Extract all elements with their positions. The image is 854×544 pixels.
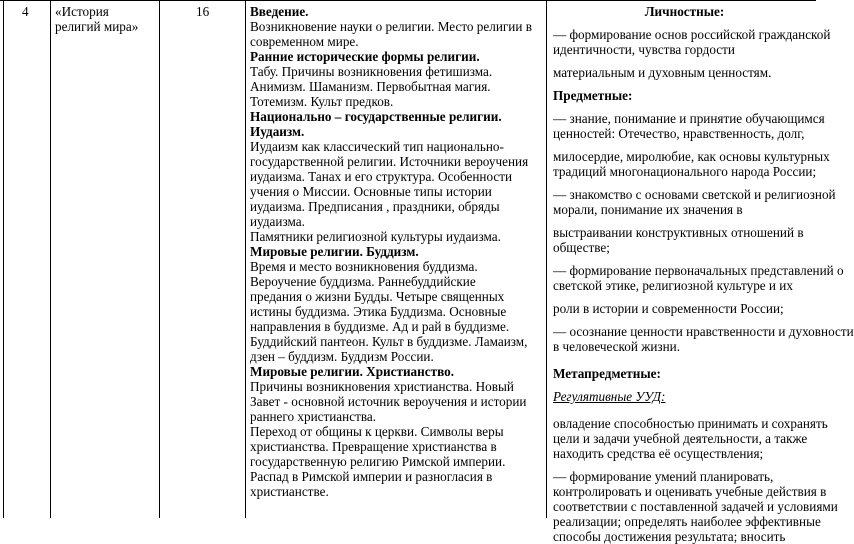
content-line: христианства. Превращение христианства в (250, 439, 497, 454)
results-line: идентичности, чувства гордости (553, 42, 735, 57)
hours-value: 16 (196, 4, 210, 19)
content-line: Ранние исторические формы религии. (250, 49, 480, 64)
content-line: Возникновение науки о религии. Место религии в (250, 19, 532, 34)
results-line: материальным и духовным ценностям. (553, 65, 772, 80)
content-line: учения о Миссии. Основные типы истории (250, 184, 492, 199)
content-line: Табу. Причины возникновения фетишизма. (250, 64, 493, 79)
content-line: Иудаизм. (250, 124, 305, 139)
results-line: — осознание ценности нравственности и духовности (553, 324, 854, 339)
content-line: Причины возникновения христианства. Новый (250, 379, 514, 394)
results-line: ценностей: Отечество, нравственность, долг, (553, 126, 805, 141)
results-line: милосердие, миролюбие, как основы культурных (553, 149, 830, 164)
results-line: находить средства её осуществления; (553, 446, 764, 461)
content-line: Мировые религии. Буддизм. (250, 244, 419, 259)
content-line: государственную религию Римской империи. (250, 454, 506, 469)
results-cell (553, 4, 854, 544)
content-line: Переход от общины к церкви. Символы веры (250, 424, 504, 439)
content-line: Тотемизм. Культ предков. (250, 94, 394, 109)
content-line: Национально – государственные религии. (250, 109, 502, 124)
content-line: Введение. (250, 4, 309, 19)
column-border-1 (3, 0, 4, 518)
results-line: контролировать и оценивать учебные действия в (553, 484, 827, 499)
content-line: Анимизм. Шаманизм. Первобытная магия. (250, 79, 491, 94)
content-line: Вероучение буддизма. Раннебуддийские (250, 274, 476, 289)
results-line: Регулятивные УУД: (553, 389, 666, 404)
module-title-line: религий мира» (55, 19, 139, 34)
content-line: раннего христианства. (250, 409, 377, 424)
results-line: — формирование первоначальных представлений о (553, 263, 844, 278)
results-line: Личностные: (644, 4, 725, 19)
content-line: Памятники религиозной культуры иудаизма. (250, 229, 501, 244)
results-line: цели и задачи учебной деятельности, а также (553, 431, 808, 446)
results-line: Метапредметные: (553, 366, 661, 381)
results-line: морали, понимание их значения в (553, 202, 743, 217)
results-line: реализации; определять наиболее эффективные (553, 514, 821, 529)
results-line: светской этике, религиозной культуре и их (553, 278, 793, 293)
results-line: способы достижения результата; вносить (553, 529, 786, 544)
results-line: роли в истории и современности России; (553, 301, 784, 316)
content-line: иудаизма. Предписания , праздники, обряды (250, 199, 500, 214)
module-title-line: «История (55, 4, 109, 19)
row-number-cell (22, 4, 42, 19)
column-border-3 (159, 0, 160, 518)
results-line: овладение способностью принимать и сохранять (553, 416, 828, 431)
content-line: истины буддизма. Этика Буддизма. Основные (250, 304, 507, 319)
content-line: Распад в Римской империи и разногласия в (250, 469, 493, 484)
results-line: соответствии с поставленной задачей и условиями (553, 499, 838, 514)
content-line: Мировые религии. Христианство. (250, 364, 455, 379)
results-line: — знание, понимание и принятие обучающимся (553, 111, 825, 126)
results-line: в человеческой жизни. (553, 339, 680, 354)
hours-cell (196, 4, 216, 19)
content-line: государственной религии. Источники вероучения (250, 154, 529, 169)
content-line: Буддийский пантеон. Культ в буддизме. Ламаизм, (250, 334, 528, 349)
results-line: — знакомство с основами светской и религиозной (553, 187, 836, 202)
table-top-border (0, 0, 816, 1)
results-line: выстраивании конструктивных отношений в (553, 225, 804, 240)
content-line: предания о жизни Будды. Четыре священных (250, 289, 505, 304)
column-border-5 (546, 0, 547, 518)
content-line: Иудаизм как классический тип национально- (250, 139, 504, 154)
content-line: направления в буддизме. Ад и рай в буддизме. (250, 319, 510, 334)
content-line: иудаизма. Танах и его структура. Особенности (250, 169, 513, 184)
results-line: — формирование умений планировать, (553, 469, 774, 484)
module-title-cell (55, 4, 175, 34)
column-border-2 (50, 0, 51, 518)
row-number: 4 (22, 4, 29, 19)
content-line: современном мире. (250, 34, 359, 49)
content-line: дзен – буддизм. Буддизм России. (250, 349, 434, 364)
content-line: иудаизма. (250, 214, 305, 229)
results-line: — формирование основ российской гражданской (553, 27, 831, 42)
content-cell (250, 4, 535, 499)
content-line: христианстве. (250, 484, 329, 499)
content-line: Завет - основной источник вероучения и истории (250, 394, 527, 409)
column-border-4 (245, 0, 246, 518)
results-line: Предметные: (553, 88, 633, 103)
results-line: обществе; (553, 240, 610, 255)
results-line: традиций многонационального народа России; (553, 164, 817, 179)
content-line: Время и место возникновения буддизма. (250, 259, 478, 274)
